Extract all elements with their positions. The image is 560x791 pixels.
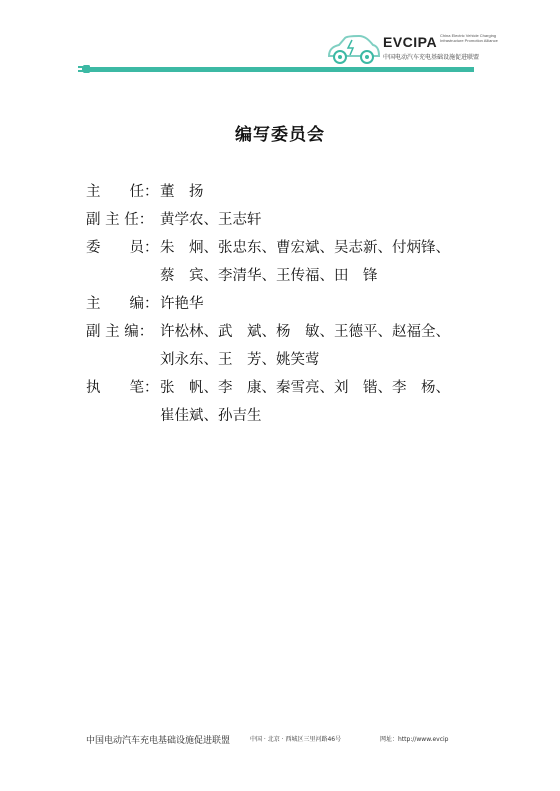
header-divider-cable xyxy=(82,67,474,72)
roster-role: 副 主 编： xyxy=(86,324,154,340)
roster-names: 黄学农、王志轩 xyxy=(160,212,262,228)
roster-row xyxy=(86,290,486,318)
roster-row-continued xyxy=(86,402,486,430)
page-title: 编写委员会 xyxy=(235,125,325,145)
roster-names: 崔佳斌、孙吉生 xyxy=(160,408,262,424)
roster-row xyxy=(86,374,486,402)
evcipa-logo xyxy=(325,30,515,70)
footer-address: 中国 · 北京 · 西城区三里河路46号 xyxy=(250,736,342,743)
committee-roster xyxy=(86,178,486,430)
roster-row-continued xyxy=(86,346,486,374)
roster-names: 刘永东、王 芳、姚笑莺 xyxy=(160,352,320,368)
roster-role: 委 员： xyxy=(86,240,159,256)
brand-name: EVCIPA xyxy=(383,34,438,50)
roster-row xyxy=(86,318,486,346)
page-footer xyxy=(86,733,496,747)
roster-names: 董 扬 xyxy=(160,184,204,200)
roster-names: 许松林、武 斌、杨 敏、王德平、赵福全、 xyxy=(160,324,450,340)
roster-row xyxy=(86,206,486,234)
roster-role: 主 编： xyxy=(86,296,159,312)
footer-website: 网址：http://www.evcip xyxy=(380,736,449,743)
brand-chinese-name: 中国电动汽车充电基础设施促进联盟 xyxy=(383,54,480,61)
roster-role: 副 主 任： xyxy=(86,212,154,228)
footer-organization: 中国电动汽车充电基础设施促进联盟 xyxy=(86,736,231,746)
roster-row xyxy=(86,178,486,206)
electric-car-icon xyxy=(325,30,381,66)
roster-role: 执 笔： xyxy=(86,380,159,396)
roster-row xyxy=(86,234,486,262)
roster-names: 许艳华 xyxy=(160,296,204,312)
roster-role: 主 任： xyxy=(86,184,159,200)
roster-names: 张 帆、李 康、秦雪亮、刘 锴、李 杨、 xyxy=(160,380,450,396)
page-header xyxy=(0,0,560,82)
roster-names: 蔡 宾、李清华、王传福、田 锋 xyxy=(160,268,378,284)
roster-names: 朱 炯、张忠东、曹宏斌、吴志新、付炳锋、 xyxy=(160,240,450,256)
brand-english-name: China Electric Vehicle Charging Infrastructure Promotion Alliance xyxy=(440,33,498,43)
roster-row-continued xyxy=(86,262,486,290)
